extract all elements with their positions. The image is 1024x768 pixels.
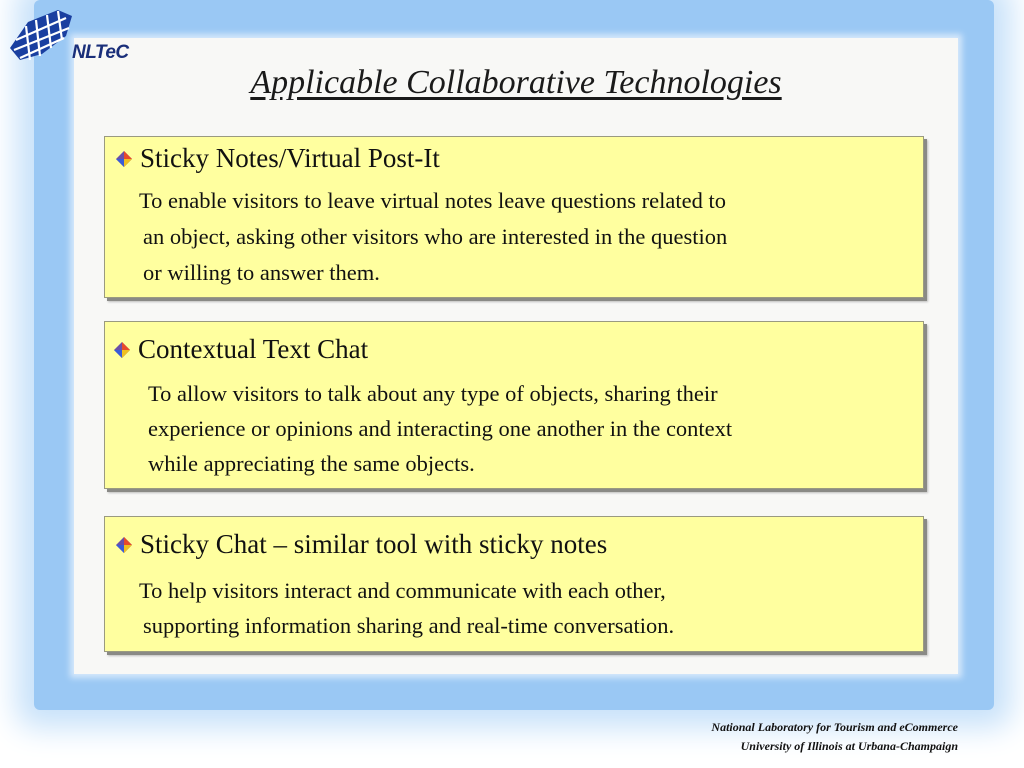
card-heading-text: Sticky Notes/Virtual Post-It <box>140 143 440 173</box>
globe-grid-icon <box>6 6 76 62</box>
card-sticky-chat <box>104 516 924 652</box>
footer-attribution <box>711 718 958 756</box>
card-body <box>139 183 727 291</box>
bullet-icon <box>115 150 133 168</box>
slide-title: Applicable Collaborative Technologies <box>250 64 782 101</box>
card-heading <box>113 334 368 365</box>
card-body <box>139 573 674 643</box>
footer-line: University of Illinois at Urbana-Champaign <box>740 739 958 753</box>
body-line: or willing to answer them. <box>143 260 380 285</box>
body-line: To help visitors interact and communicate with each other, <box>139 578 666 603</box>
card-body <box>148 376 732 481</box>
card-heading <box>115 143 440 174</box>
body-line: while appreciating the same objects. <box>148 451 475 476</box>
logo-text: NLTeC <box>72 42 129 63</box>
nltec-logo <box>6 6 136 62</box>
card-heading-text: Sticky Chat – similar tool with sticky notes <box>140 529 608 559</box>
body-line: experience or opinions and interacting one another in the context <box>148 416 733 441</box>
bullet-icon <box>113 341 131 359</box>
card-heading-text: Contextual Text Chat <box>138 334 369 364</box>
body-line: supporting information sharing and real-time conversation. <box>143 613 675 638</box>
body-line: an object, asking other visitors who are interested in the question <box>143 224 728 249</box>
footer-line: National Laboratory for Tourism and eCommerce <box>711 720 958 734</box>
body-line: To enable visitors to leave virtual notes leave questions related to <box>139 188 726 213</box>
bullet-icon <box>115 536 133 554</box>
body-line: To allow visitors to talk about any type of objects, sharing their <box>148 381 718 406</box>
card-heading <box>115 529 607 560</box>
card-sticky-notes <box>104 136 924 298</box>
card-contextual-text-chat <box>104 321 924 489</box>
